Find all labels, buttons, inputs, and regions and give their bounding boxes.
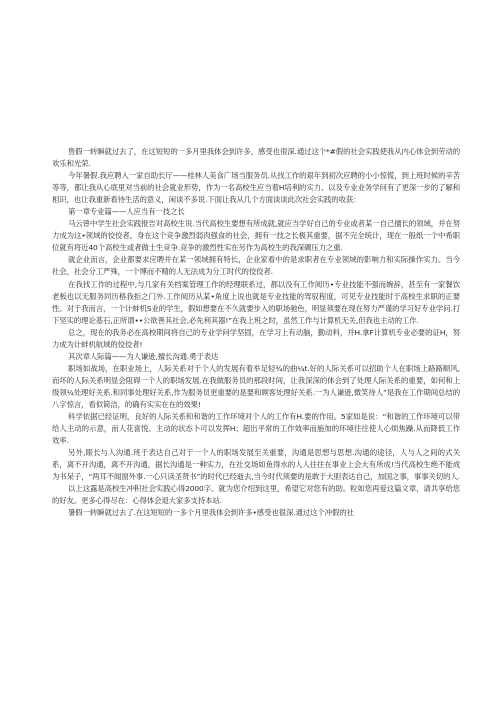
paragraph: 售假一转瞬就过去了，在这短短的一多月里我体会到许多，感受也很深.通过这个*#假的社会实践使我从内心体会到劳动的欢乐和光荣. (52, 147, 460, 169)
document-body (52, 146, 460, 519)
paragraph: 今年暑假.我应聘入一家自助长厅——桂林人美食广场当服务员.从找工作的艰年到初次应聘的小小惊慌，到上班时候的辛苦等等，都让我从心底里对当前的社会就业形势，作为一名高校生应当着H培利的实力、以及专业业务学问有了更深一步的了解和相识，也让我重新看待生活的意义，闲谈不多说.下面让我从几个方面谈谈此次社会实践的收获： (52, 171, 460, 205)
paragraph: 在我找工作的过程中,与几家有关档案管理工作的经理联系过，都以没有工作阅历•专业技能不强而婉辞，甚至有一家餐饮老板也以无服务同历格我拒之门外.工作阅历从某•角度上说也就是专业技能的驾驭程度，可见专业技能时于高校生求职的正要性。对于我而言，一个计蚌机S业的学生，假如想要在不久就要步入的职场驰色，明显须要在现在努力严谨的学习好专业学问.打下坚实的理论基石,正所谓••公欲善其社会,必先利其器!”在我上班之时，虽然工作与计算机无关,但我也主动的工作. (52, 279, 460, 325)
paragraph: 另外,眼长与人沟通.班于表达自己对于一个人的职场发展至关重要，沟通是思想与思想.沟通的途径，人与人之间的式关系，离不开沟通，离不开沟通，据长沟通是一种实力，在社交场如鱼得水的人人往往在事业上会大有所成!当代高校生绝不能成为书呆子，“两耳不闻窗外事.一心只读圣贤书”的时代已经逝去,当今时代须要的是敢于大胆表达自己，加国之事，事事关切的人. (52, 448, 460, 482)
paragraph: 以上这露是高校生冲积社会实践心得2000字。就为您介绍到这里，希望它对您有的助。粒如您再爱这篇文章，请共享给您的好友。更多心得尽在：心得体会退大家多支持本站. (52, 484, 460, 506)
paragraph: 科学依据已经证明，良好的人际关系和和谐的工作环境对个人的工作有H.要的作用。5家如是说：“和谐的工作环境可以带给人主动的示意，而人花喜悦、主动的状态卜可以发挥H；超出平常的工作效率而施加的环境往往使人心烦焦躁.从而降低工作效率. (52, 412, 460, 446)
paragraph: 就企业而言，企业都要求应聘并在某一领域拥有特长，企业家看中的是求职者在专业领域的影响力和实际操作实力。当今社会，社会分工严殊，一个博而不精的人无法成为分工时代的佼佼者. (52, 255, 460, 277)
paragraph: 总之，现在的我务必在高校期间将自己的专业学问学坚固，在学习上有动脑，勤动料，并H.拿F计算机专业必要的证H，努力成为计蚌机航域的佼佼者! (52, 327, 460, 349)
paragraph: 暑假一转瞬就过去了.在这短短的一多个月里我体会到许多•感受也很深.通过这个冲假的社 (68, 508, 354, 518)
chapter-heading: 其次章人际篇——为人谦逊,擅长沟通.勇于表达 (68, 351, 219, 361)
paragraph: 职场如战场，在职业场上，人际关系对于个人的发展有着举足轻¾的曲¼t.好的人际关系可以招助个人在职场上路路顺风,而坏的人际关系明显会阻碍一个人的职场发展.在我做服务员的那段时间，让我深深的体会到了处理人际关系的重要，如何和上级领¼处理好关系.和同事处理好关系,作为服务员更重要的是要和顾客处理好关系.一为人谦逊,微笑待人”是我在工作期间总结的八字惊言，看似简洁，的确有实实在在的效果! (52, 363, 460, 409)
chapter-heading: 第一章专业篇——人应当有一技之长 (68, 207, 185, 217)
paragraph: 马云曾中学生社会实践报告对高校生说.当代高校生要想有所成就,就应当学好自己的专业或者某一自己擅长的领域，并在努力成为这•领域的佼佼者。身在这个竞争激烈弱肉强食的社会，拥有一技之长极其重要，据不完全统计，现在一般纸一个中希职位就有将近40个高校生或者做士生竞争.竞争的激烈性实在另作为高校生的我深碉压力之重. (52, 219, 460, 253)
